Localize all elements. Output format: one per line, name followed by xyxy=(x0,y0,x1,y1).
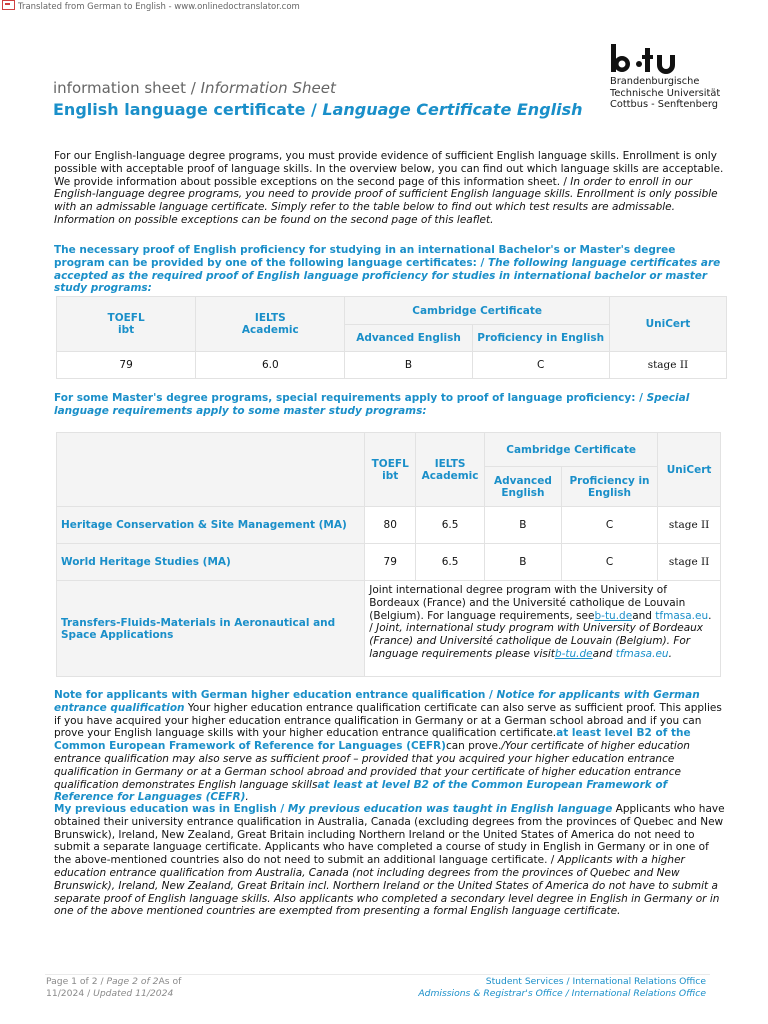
translation-banner xyxy=(0,0,300,12)
note-end: . xyxy=(668,647,672,660)
note1-body-en: /Your certificate of higher education entrance qualification may also serve as sufficient proof – provided that you acquired your higher education entrance qualification in Germany or at a German school abroad and provided that your certificate of higher education entrance qualification demonstrates English language skills xyxy=(54,740,690,791)
general-requirements-table xyxy=(56,296,727,379)
proficiency-value: C xyxy=(561,544,657,581)
section1-heading xyxy=(54,244,726,295)
note-sep: . / xyxy=(369,609,712,635)
note-de: Joint international degree program with the University of Bordeaux (France) and the Université catholique de Louvain (Belgium). For language requirements, see xyxy=(369,584,686,622)
tfmasa-link[interactable]: tfmasa.eu xyxy=(655,609,709,622)
ielts-value: 6.0 xyxy=(196,352,345,379)
page-title xyxy=(53,100,583,119)
footer-page: Page 1 of 2 / xyxy=(46,976,107,987)
ielts-value: 6.5 xyxy=(416,507,485,544)
footer-page-info xyxy=(46,976,181,1000)
german-qualification-note xyxy=(54,689,726,804)
proficiency-label-1: Proficiency in xyxy=(569,474,650,487)
header-line-1 xyxy=(53,79,583,97)
advanced-value: B xyxy=(485,544,562,581)
master-requirements-table xyxy=(56,432,721,677)
note1-body-de: Your higher education entrance qualification certificate can also serve as sufficient proof. This applies if you have acquired your higher education entrance qualification in Germany or at a German school abroad and if you can prove your English language skills with your higher education entrance qualification certificate. xyxy=(54,701,722,740)
ielts-sub: Academic xyxy=(421,469,479,482)
toefl-value: 79 xyxy=(57,352,196,379)
note1-end: . xyxy=(245,791,249,804)
footer-left-line-2 xyxy=(46,988,181,1000)
page-title-en: Language Certificate English xyxy=(322,100,583,119)
table-row xyxy=(57,507,721,544)
section1-en: The following language certificates are accepted as the required proof of English language proficiency for studies in international bachelor or master study programs: xyxy=(54,256,721,295)
advanced-header: Advanced English xyxy=(345,325,472,352)
banner-text: Translated from German to English - www.onlinedoctranslator.com xyxy=(18,2,300,12)
header-line-1-en: Information Sheet xyxy=(200,79,336,97)
unicert-header: UniCert xyxy=(658,433,721,507)
table-row xyxy=(57,544,721,581)
footer-divider xyxy=(45,974,710,975)
intro-paragraph xyxy=(54,150,726,227)
note-and: and xyxy=(632,609,656,622)
page-title-de: English language certificate / xyxy=(53,100,323,119)
toefl-sub: ibt xyxy=(382,469,399,482)
table-row xyxy=(57,581,721,677)
proficiency-value: C xyxy=(561,507,657,544)
program-name: World Heritage Studies (MA) xyxy=(57,544,365,581)
footer-office-en: Admissions & Registrar's Office / International Relations Office xyxy=(418,988,706,999)
ielts-label: IELTS xyxy=(254,312,286,324)
note-en: Joint, international study program with University of Bordeaux (France) and Université catholique de Louvain (Belgium). For language requirements please visit xyxy=(369,622,703,660)
note1-level-de: at least level B2 of the Common European Framework of Reference for Languages (CEFR) xyxy=(54,727,691,753)
ielts-sub: Academic xyxy=(241,324,299,336)
note-and: and xyxy=(592,647,616,660)
toefl-label: TOEFL xyxy=(371,457,409,470)
toefl-value: 80 xyxy=(365,507,416,544)
footer-as-of: As of xyxy=(158,976,182,987)
unicert-header: UniCert xyxy=(609,297,726,352)
logo-line: Cottbus - Senftenberg xyxy=(610,99,718,110)
pdf-icon xyxy=(2,0,15,10)
program-name: Heritage Conservation & Site Management (MA) xyxy=(57,507,365,544)
footer-date: 11/2024 / xyxy=(46,988,94,999)
note2-body-de: Applicants who have obtained their university entrance qualification in Australia, Canada (excluding degrees from the provinces of Quebec and New Brunswick), Ireland, New Zealand, Great Britain including Northern Ireland or the United States of America do not need to submit a separate language certificate. Applicants who have completed a course of study in English in Germany or in one of the above-mentioned countries also do not need to submit an additional language certificate. / xyxy=(54,803,725,867)
note2-title-en: My previous education was taught in English language xyxy=(287,803,613,815)
logo-line: Brandenburgische xyxy=(610,76,700,87)
toefl-header xyxy=(57,297,196,352)
page-header xyxy=(53,79,583,119)
proficiency-label-2: English xyxy=(587,486,632,499)
cambridge-header: Cambridge Certificate xyxy=(485,433,658,467)
joint-program-note xyxy=(365,581,721,677)
proficiency-value: C xyxy=(472,352,609,379)
note1-prove: can prove. xyxy=(445,740,502,753)
section2-heading xyxy=(54,392,726,418)
ielts-header xyxy=(196,297,345,352)
tfmasa-link[interactable]: tfmasa.eu xyxy=(615,647,669,660)
advanced-header xyxy=(485,467,562,507)
logo-line: Technische Universität xyxy=(610,87,721,99)
advanced-label-2: English xyxy=(501,486,545,499)
btu-logo-mark-icon xyxy=(610,42,690,76)
proficiency-header: Proficiency in English xyxy=(472,325,609,352)
btu-logo xyxy=(610,42,730,111)
unicert-value: stage II xyxy=(609,352,726,379)
ielts-header xyxy=(416,433,485,507)
cambridge-header: Cambridge Certificate xyxy=(345,297,609,325)
toefl-header xyxy=(365,433,416,507)
section2-en: Special language requirements apply to some master study programs: xyxy=(54,392,690,417)
unicert-value: stage II xyxy=(658,507,721,544)
advanced-value: B xyxy=(345,352,472,379)
unicert-value: stage II xyxy=(658,544,721,581)
ielts-label: IELTS xyxy=(434,457,466,470)
proficiency-header xyxy=(561,467,657,507)
footer-page-en: Page 2 of 2 xyxy=(106,976,159,987)
note2-body-en: Applicants with a higher education entrance qualification from Australia, Canada (not including degrees from the provinces of Quebec and New Brunswick), Ireland, New Zealand, Great Britain incl. Northern Ireland or the United States of America do not have to submit a separate proof of English language skills. Also applicants who completed a secondary level degree in English in Germany or in one of the above mentioned countries are exempted from presenting a formal English language certificate. xyxy=(54,854,720,918)
intro-en: In order to enroll in our English-language degree programs, you need to provide proof of sufficient English language skills. Enrollment is only possible with an admissable language certificate. Simply refer to the table below to find out which test results are admissable. Information on possible exceptions can be found on the second page of this leaflet. xyxy=(54,175,718,226)
section2-de: For some Master's degree programs, special requirements apply to proof of language proficiency: / xyxy=(54,392,647,404)
btu-link[interactable]: b-tu.de xyxy=(594,609,633,622)
section1-de: The necessary proof of English proficiency for studying in an international Bachelor's or Master's degree program can be provided by one of the following language certificates: / xyxy=(54,244,676,269)
footer-left-line-1 xyxy=(46,976,181,988)
btu-link[interactable]: b-tu.de xyxy=(554,647,593,660)
footer-office-info xyxy=(418,976,706,1000)
program-header xyxy=(57,433,365,507)
program-name: Transfers-Fluids-Materials in Aeronautical and Space Applications xyxy=(57,581,365,677)
note2-title-de: My previous education was in English / xyxy=(54,803,288,815)
note1-title-en: Notice for applicants with German entrance qualification xyxy=(54,689,700,714)
footer-date-en: Updated 11/2024 xyxy=(93,988,174,999)
footer-office-de: Student Services / International Relations Office xyxy=(485,976,706,987)
header-line-1-de: information sheet / xyxy=(53,79,201,97)
advanced-value: B xyxy=(485,507,562,544)
english-education-note xyxy=(54,803,726,918)
toefl-label: TOEFL xyxy=(107,312,145,324)
ielts-value: 6.5 xyxy=(416,544,485,581)
intro-de: For our English-language degree programs, you must provide evidence of sufficient English language skills. Enrollment is only possible with acceptable proof of language skills. In the overview below, you can find out which language skills are acceptable. We provide information about possible exceptions on the second page of this information sheet. / xyxy=(54,150,724,188)
advanced-label-1: Advanced xyxy=(493,474,552,487)
note1-level-en: at least at level B2 of the Common European Framework of Reference for Languages (CEFR) xyxy=(54,778,668,804)
toefl-sub: ibt xyxy=(118,324,135,336)
toefl-value: 79 xyxy=(365,544,416,581)
note1-title-de: Note for applicants with German higher education entrance qualification / xyxy=(54,689,497,701)
